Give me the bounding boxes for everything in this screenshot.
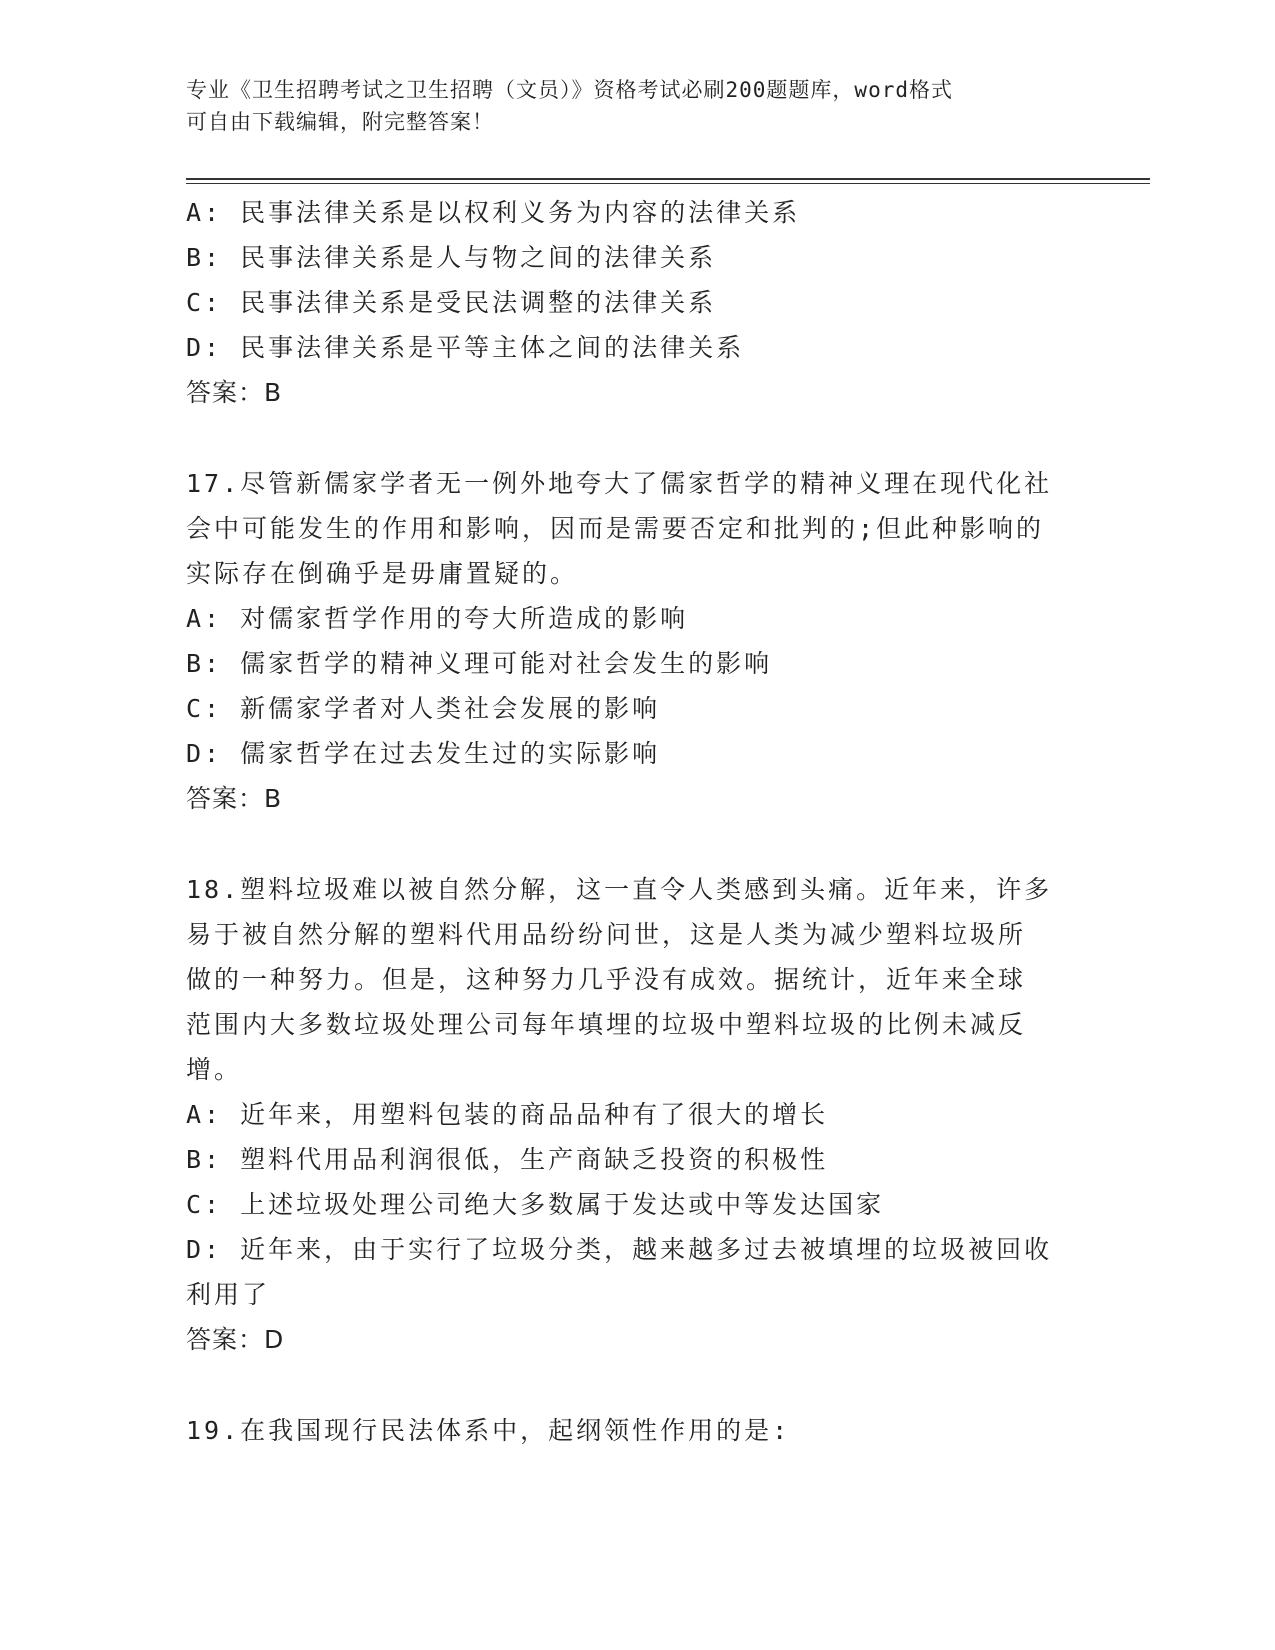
option-d: D: 儒家哲学在过去发生过的实际影响: [186, 739, 661, 768]
header-divider-thick: [186, 178, 1150, 180]
option-d: D: 近年来，由于实行了垃圾分类，越来越多过去被填埋的垃圾被回收: [186, 1235, 1053, 1264]
option-c: C: 民事法律关系是受民法调整的法律关系: [186, 288, 717, 317]
option-a: A: 对儒家哲学作用的夸大所造成的影响: [186, 604, 689, 633]
option-d-continued: 利用了: [186, 1280, 271, 1309]
question-stem-line: 做的一种努力。但是，这种努力几乎没有成效。据统计，近年来全球: [186, 965, 1027, 994]
question-block: [186, 461, 1086, 821]
option-c: C: 上述垃圾处理公司绝大多数属于发达或中等发达国家: [186, 1190, 885, 1219]
header-divider-thin: [186, 183, 1150, 184]
question-stem-line: 18.塑料垃圾难以被自然分解，这一直令人类感到头痛。近年来，许多: [186, 875, 1053, 904]
answer-label: 答案：B: [186, 784, 283, 813]
option-b: B: 塑料代用品利润很低，生产商缺乏投资的积极性: [186, 1145, 829, 1174]
question-block: [186, 867, 1086, 1362]
option-d: D: 民事法律关系是平等主体之间的法律关系: [186, 333, 745, 362]
option-b: B: 儒家哲学的精神义理可能对社会发生的影响: [186, 649, 773, 678]
question-stem-line: 会中可能发生的作用和影响，因而是需要否定和批判的;但此种影响的: [186, 514, 1045, 543]
question-stem-line: 易于被自然分解的塑料代用品纷纷问世，这是人类为减少塑料垃圾所: [186, 920, 1027, 949]
option-b: B: 民事法律关系是人与物之间的法律关系: [186, 243, 717, 272]
header-line: 专业《卫生招聘考试之卫生招聘（文员）》资格考试必刷200题题库，word格式: [186, 78, 953, 102]
question-stem-line: 实际存在倒确乎是毋庸置疑的。: [186, 559, 579, 588]
question-block: [186, 190, 1086, 415]
question-stem-line: 17.尽管新儒家学者无一例外地夸大了儒家哲学的精神义理在现代化社: [186, 469, 1053, 498]
header-line: 可自由下载编辑，附完整答案！: [186, 110, 494, 134]
answer-label: 答案：D: [186, 1325, 285, 1354]
option-a: A: 近年来，用塑料包装的商品品种有了很大的增长: [186, 1100, 829, 1129]
option-a: A: 民事法律关系是以权利义务为内容的法律关系: [186, 198, 801, 227]
question-block: [186, 1408, 1086, 1453]
question-stem-line: 19.在我国现行民法体系中，起纲领性作用的是:: [186, 1416, 791, 1445]
question-stem-line: 增。: [186, 1055, 243, 1084]
answer-label: 答案：B: [186, 378, 283, 407]
question-stem-line: 范围内大多数垃圾处理公司每年填埋的垃圾中塑料垃圾的比例未减反: [186, 1010, 1027, 1039]
document-header: [186, 74, 1086, 138]
question-list: [186, 190, 1086, 1453]
option-c: C: 新儒家学者对人类社会发展的影响: [186, 694, 661, 723]
